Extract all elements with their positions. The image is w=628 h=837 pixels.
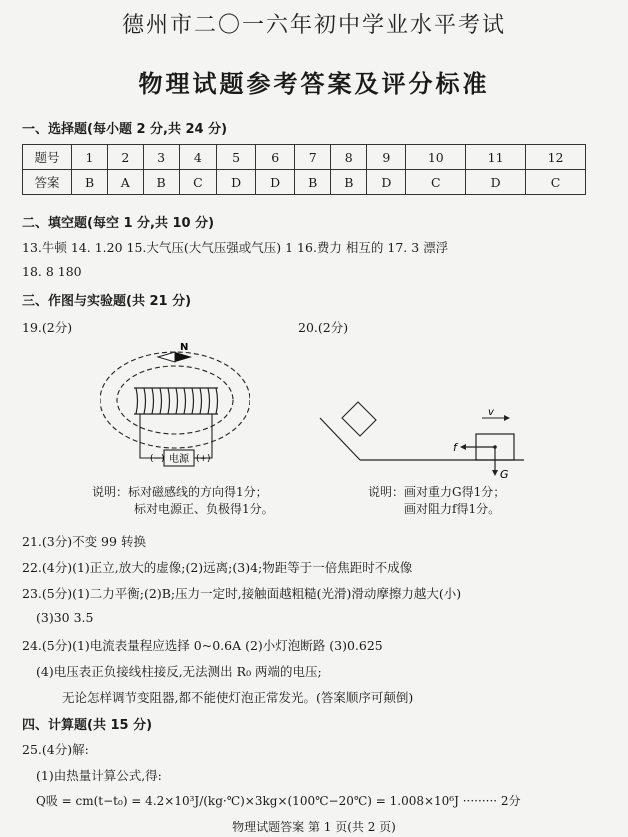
- fig19-caption-1: 说明：标对磁感线的方向得1分；: [92, 485, 268, 499]
- answer-cell: C: [179, 170, 216, 195]
- q21-answer: 21.(3分)不变 99 转换: [22, 534, 146, 549]
- fig20-caption-2: 画对阻力f得1分。: [404, 502, 501, 516]
- block-on-incline: [342, 402, 376, 436]
- fill-blank-line-1: 13.牛顿 14. 1.20 15.大气压(大气压强或气压) 1 16.费力 相互的 17. 3 漂浮: [22, 240, 449, 255]
- solenoid-figure: [100, 340, 250, 480]
- answer-cell: B: [331, 170, 367, 195]
- document-title: 物理试题参考答案及评分标准: [138, 69, 490, 98]
- answer-cell: D: [217, 170, 256, 195]
- answer-cell: D: [367, 170, 406, 195]
- answer-cell: D: [256, 170, 295, 195]
- question-number: 6: [256, 145, 295, 170]
- north-label: N: [180, 342, 189, 353]
- compass-south-end: [158, 352, 175, 362]
- question-number: 11: [466, 145, 526, 170]
- question-number: 4: [179, 145, 216, 170]
- q25-formula: Q吸 = cm(t−t₀) = 4.2×10³J/(kg·℃)×3kg×(100℃−20℃) = 1.008×10⁶J ········· 2分: [36, 794, 521, 808]
- question-number: 10: [406, 145, 466, 170]
- incline-surface: [320, 418, 360, 460]
- friction-label: f: [453, 441, 457, 454]
- question-number: 1: [72, 145, 108, 170]
- table-row-answers: [23, 170, 586, 195]
- q23-answer-a: 23.(5分)(1)二力平衡;(2)B;压力一定时,接触面越粗糙(光滑)滑动摩擦力越大(小): [22, 586, 462, 601]
- compass-north-end: [175, 352, 192, 362]
- answer-cell: B: [143, 170, 179, 195]
- answer-cell: D: [466, 170, 526, 195]
- section-2-heading: 二、填空题(每空 1 分,共 10 分): [22, 216, 215, 231]
- row-label-number: 题号: [23, 145, 72, 170]
- section-1-heading: 一、选择题(每小题 2 分,共 24 分): [22, 122, 228, 137]
- table-row-numbers: [23, 145, 586, 170]
- exam-title: 德州市二〇一六年初中学业水平考试: [121, 13, 506, 38]
- gravity-label: G: [500, 468, 509, 481]
- answer-table: [22, 144, 586, 195]
- q23-answer-b: (3)30 3.5: [36, 610, 94, 625]
- q19-label: 19.(2分): [22, 320, 73, 335]
- question-number: 2: [108, 145, 144, 170]
- q24-answer-a: 24.(5分)(1)电流表量程应选择 0~0.6A (2)小灯泡断路 (3)0.625: [22, 638, 383, 653]
- q25-step-1: (1)由热量计算公式,得:: [36, 768, 162, 783]
- incline-figure: [314, 396, 534, 486]
- answer-cell: A: [108, 170, 144, 195]
- q25-label: 25.(4分)解:: [22, 742, 89, 757]
- section-3-heading: 三、作图与实验题(共 21 分): [22, 294, 192, 309]
- page-footer: 物理试题答案 第 1 页(共 2 页): [232, 820, 396, 834]
- answer-cell: B: [295, 170, 331, 195]
- answer-cell: C: [406, 170, 466, 195]
- row-label-answer: 答案: [23, 170, 72, 195]
- positive-terminal-label: (+): [196, 454, 211, 464]
- fill-blank-line-2: 18. 8 180: [22, 264, 82, 279]
- question-number: 7: [295, 145, 331, 170]
- fig20-caption-1: 说明：画对重力G得1分；: [368, 485, 506, 499]
- negative-terminal-label: (−): [150, 454, 165, 464]
- velocity-label: v: [488, 407, 494, 418]
- section-4-heading: 四、计算题(共 15 分): [22, 718, 153, 733]
- question-number: 8: [331, 145, 367, 170]
- question-number: 5: [217, 145, 256, 170]
- question-number: 12: [526, 145, 586, 170]
- q22-answer: 22.(4分)(1)正立,放大的虚像;(2)远离;(3)4;物距等于一倍焦距时不成像: [22, 560, 413, 575]
- answer-cell: B: [72, 170, 108, 195]
- question-number: 3: [143, 145, 179, 170]
- fig19-caption-2: 标对电源正、负极得1分。: [134, 502, 274, 516]
- q20-label: 20.(2分): [298, 320, 349, 335]
- answer-cell: C: [526, 170, 586, 195]
- q24-answer-b: (4)电压表正负接线柱接反,无法测出 R₀ 两端的电压;: [36, 664, 322, 679]
- power-label: 电源: [169, 454, 189, 465]
- q24-answer-c: 无论怎样调节变阻器,都不能使灯泡正常发光。(答案顺序可颠倒): [62, 690, 414, 705]
- question-number: 9: [367, 145, 406, 170]
